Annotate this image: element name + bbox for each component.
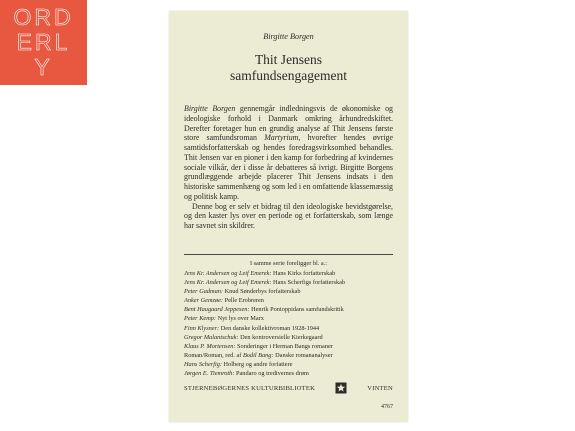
orderly-watermark-logo (0, 0, 87, 85)
section-divider (184, 254, 393, 255)
series-item-work: Hans Scherfigs forfatterskab (271, 278, 346, 286)
series-item-work: Pelle Erobreren (223, 297, 264, 305)
logo-line-3: Y (34, 54, 53, 80)
series-item-author: Gregor Malantschuk: (184, 333, 239, 341)
series-item (184, 324, 393, 333)
series-item-work: Holberg og andre forfattere (221, 361, 293, 369)
series-item-author: Klaus P. Mortensen: (184, 342, 236, 350)
description-text-a: gennemgår indledningsvis de økonomiske og ideologiske forhold i Danmark omkring århundredskiftet. Derefter foretager hun en grundig analyse af Thit Jensens første store samfundsroman (184, 104, 393, 143)
book-title (169, 52, 408, 84)
logo-line-2: ERL (16, 29, 71, 55)
series-item-author: Jens Kr. Andersen og Leif Emerek: (184, 278, 272, 286)
series-item-author: Hans Scherfig: (184, 361, 222, 369)
series-item (184, 342, 393, 351)
series-item-author: Peter Gadman: (184, 287, 223, 295)
series-item (184, 269, 393, 278)
series-item-work: Nyt lys over Marx (216, 315, 264, 323)
series-name: STJERNEBØGERNES KULTURBIBLIOTEK (184, 384, 316, 392)
description-work-title: Martyrium (264, 133, 299, 143)
title-line-1: Thit Jensens (254, 52, 323, 67)
series-item (184, 369, 393, 378)
series-item-work: Den kontroversielle Kierkegaard (238, 333, 323, 341)
series-item-work: Henrik Pontoppidans samfundskritik (249, 306, 344, 314)
series-item (184, 278, 393, 287)
cover-author: Birgitte Borgen (263, 32, 314, 41)
series-item-work: Pandaro og tredivernes drøm (234, 370, 309, 378)
publisher-name: VINTEN (367, 384, 393, 392)
series-header: I samme serie foreligger bl. a.: (249, 260, 328, 267)
series-item-author: Jens Kr. Andersen og Leif Emerek: (184, 269, 272, 277)
series-item-author: Jørgen E. Tiemroth: (184, 370, 235, 378)
series-item (184, 314, 393, 323)
series-item-work: Sonderinger i Herman Bangs romaner (235, 342, 333, 350)
series-item (184, 305, 393, 314)
logo-line-1: ORD (13, 4, 74, 30)
description-text (184, 104, 393, 231)
description-paragraph-2: Denne bog er selv et bidrag til den ideologiske bevidstgørelse, og den kaster lys over en periode og et forfatterskab, som længe har savnet sin skildrer. (184, 201, 393, 230)
book-back-cover (169, 11, 408, 422)
series-item-author: Peter Kemp: (184, 315, 216, 323)
star-emblem-icon (335, 382, 347, 394)
series-item (184, 360, 393, 369)
book-code: 4767 (381, 404, 393, 410)
description-author: Birgitte Borgen (184, 104, 236, 113)
series-item-work: Knud Sønderbys forfatterskab (223, 287, 301, 295)
series-item-work-rest: Danske romananalyser (273, 352, 333, 360)
series-item-work: Roman/Roman, red. af (184, 352, 243, 360)
description-paragraph-1 (184, 104, 393, 202)
title-line-2: samfundsengagement (230, 68, 347, 83)
series-item (184, 296, 393, 305)
series-item (184, 287, 393, 296)
series-item (184, 333, 393, 342)
publisher-line (184, 382, 393, 394)
series-item-author: Bent Haugaard Jeppesen: (184, 306, 250, 314)
series-item (184, 351, 393, 360)
series-list (184, 259, 393, 379)
series-item-work: Den danske kollektivroman 1928-1944 (219, 324, 320, 332)
series-item-author: Finn Klysner: (184, 324, 220, 332)
series-item-author: Anker Gemzøe: (184, 297, 223, 305)
description-text-b: , hvorefter hendes øvrige samtidsforfatterskab og hendes foredragsvirksomhed behandles. Thit Jensen var en pioner i den kamp for forbedring af kvindernes sociale vilkår, der i disse år debatteres så ivrigt. Birgitte Borgens grundlæggende arbejde placerer Thit Jensens indsats i den historiske sammenhæng og som led i en omfattende klassemæssig og politisk kamp. (184, 133, 393, 201)
series-item-work: Hans Kirks forfatterskab (271, 269, 336, 277)
series-item-editor: Bodil Bang: (242, 352, 274, 360)
